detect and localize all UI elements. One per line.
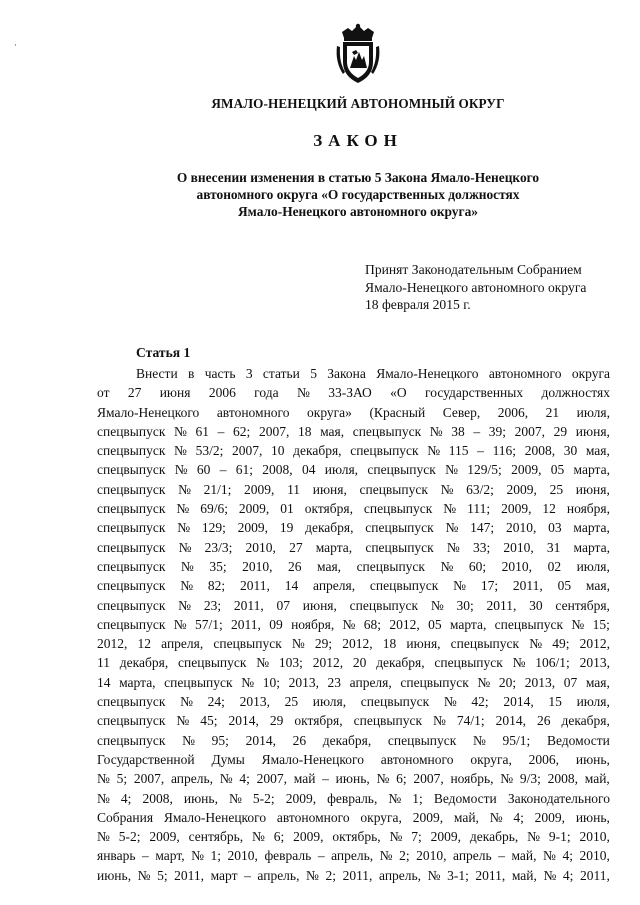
article-text-line: спецвыпуск № 95; 2014, 26 декабря, спецвыпуск № 95/1; Ведомости	[97, 732, 610, 748]
article-text-line: спецвыпуск № 60 – 61; 2008, 04 июля, спецвыпуск № 129/5; 2009, 05 марта,	[97, 462, 610, 478]
article-text-line: спецвыпуск № 129; 2009, 19 декабря, спецвыпуск № 147; 2010, 03 марта,	[97, 520, 610, 536]
law-subject-line: Ямало-Ненецкого автономного округа»	[238, 204, 478, 219]
law-subject	[150, 169, 566, 220]
article-text-line: Ямало-Ненецкого автономного округа» (Красный Север, 2006, 21 июля,	[97, 404, 610, 420]
document-type-title: ЗАКОН	[313, 131, 403, 150]
article-text-line: № 4; 2008, июнь, № 5-2; 2009, февраль, № 1; Ведомости Законодательного	[97, 790, 610, 806]
margin-mark: ·	[14, 40, 17, 50]
adoption-line: Принят Законодательным Собранием	[365, 262, 582, 277]
article-body	[97, 364, 610, 885]
article-text-line: 14 марта, спецвыпуск № 10; 2013, 23 апреля, спецвыпуск № 20; 2013, 07 мая,	[97, 674, 610, 690]
region-title: ЯМАЛО-НЕНЕЦКИЙ АВТОНОМНЫЙ ОКРУГ	[211, 96, 505, 111]
article-text-line: спецвыпуск № 21/1; 2009, 11 июня, спецвыпуск № 63/2; 2009, 25 июня,	[97, 481, 610, 497]
adoption-note	[365, 261, 625, 314]
article-text-line: спецвыпуск № 57/1; 2011, 09 ноября, № 68; 2012, 05 марта, спецвыпуск № 15;	[97, 616, 610, 632]
article-text-line: спецвыпуск № 24; 2013, 25 июля, спецвыпуск № 42; 2014, 15 июля,	[97, 694, 610, 710]
article-text-line: июнь, № 5; 2011, март – апрель, № 2; 2011, апрель, № 3-1; 2011, май, № 4; 2011,	[97, 867, 610, 883]
article-text-line: Государственной Думы Ямало-Ненецкого автономного округа, 2006, июнь,	[97, 751, 610, 767]
article-text-line: № 5; 2007, апрель, № 4; 2007, май – июнь, № 6; 2007, ноябрь, № 9/3; 2008, май,	[97, 771, 610, 787]
adoption-line: Ямало-Ненецкого автономного округа	[365, 279, 587, 295]
article-text-line: от 27 июня 2006 года № 33-ЗАО «О государственных должностях	[97, 385, 610, 401]
article-text-line: № 5-2; 2009, сентябрь, № 6; 2009, октябрь, № 7; 2009, декабрь, № 9-1; 2010,	[97, 829, 610, 845]
article-text-line: Собрания Ямало-Ненецкого автономного округа, 2009, май, № 4; 2009, июнь,	[97, 809, 610, 825]
article-text-line: спецвыпуск № 53/2; 2007, 10 декабря, спецвыпуск № 115 – 116; 2008, 30 мая,	[97, 443, 610, 459]
article-text-line: спецвыпуск № 82; 2011, 14 апреля, спецвыпуск № 17; 2011, 05 мая,	[97, 578, 610, 594]
article-text-line: январь – март, № 1; 2010, февраль – апрель, № 2; 2010, апрель – май, № 4; 2010,	[97, 848, 610, 864]
article-text-line: 11 декабря, спецвыпуск № 103; 2012, 20 декабря, спецвыпуск № 106/1; 2013,	[97, 655, 610, 671]
law-subject-line: автономного округа «О государственных должностях	[196, 187, 520, 202]
article-text-line: спецвыпуск № 45; 2014, 29 октября, спецвыпуск № 74/1; 2014, 26 декабря,	[97, 713, 610, 729]
article-text-line: спецвыпуск № 61 – 62; 2007, 18 мая, спецвыпуск № 38 – 39; 2007, 29 июня,	[97, 423, 610, 439]
article-text-line: спецвыпуск № 35; 2010, 26 мая, спецвыпуск № 60; 2010, 02 июля,	[97, 558, 610, 574]
article-text-line: спецвыпуск № 23/3; 2010, 27 марта, спецвыпуск № 33; 2010, 31 марта,	[97, 539, 610, 555]
article-text-line: Внести в часть 3 статьи 5 Закона Ямало-Ненецкого автономного округа	[136, 366, 610, 381]
article-heading: Статья 1	[136, 345, 191, 360]
article-text-line: 2012, 12 апреля, спецвыпуск № 29; 2012, 18 июня, спецвыпуск № 49; 2012,	[97, 636, 610, 652]
article-text-line: спецвыпуск № 69/6; 2009, 01 октября, спецвыпуск № 111; 2009, 12 ноября,	[97, 501, 610, 517]
law-subject-line: О внесении изменения в статью 5 Закона Ямало-Ненецкого	[176, 170, 540, 185]
coat-of-arms-emblem-icon	[334, 22, 382, 86]
adoption-date: 18 февраля 2015 г.	[365, 297, 471, 312]
article-text-line: спецвыпуск № 23; 2011, 07 июня, спецвыпуск № 30; 2011, 30 сентября,	[97, 597, 610, 613]
